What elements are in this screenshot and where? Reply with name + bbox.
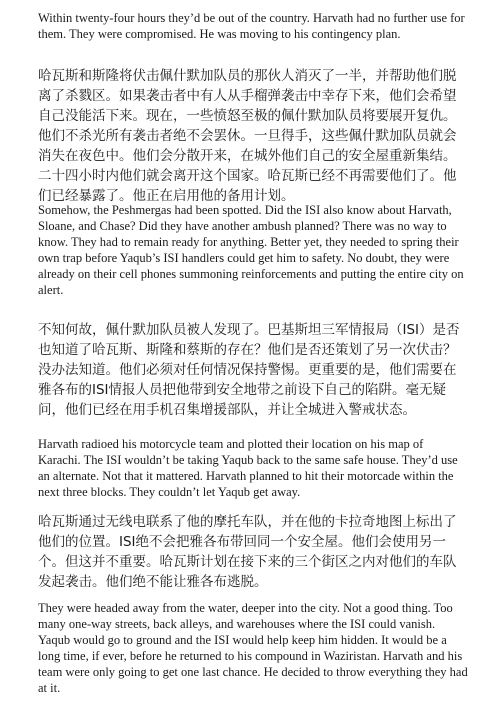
paragraph-english-4: They were headed away from the water, deeper into the city. Not a good thing. Too many one-way streets, back alleys, and warehouses where the ISI could vanish. Yaqub would go to ground and the ISI would help keep him hidden. It would be a long time, if ever, before he returned to his compound in Waziristan. Harvath and his team were only going to get one last chance. He decided to throw everything they had at it. xyxy=(38,601,468,695)
paragraph-english-2: Somehow, the Peshmergas had been spotted. Did the ISI also know about Harvath, Sloane, and Chase? Did they have another ambush planned? There was no way to know. They had to remain ready for anything. Better yet, they needed to spring their own trap before Yaqub’s ISI handlers could get him to safety. No doubt, they were already on their cell phones summoning reinforcements and putting the entire city on alert. xyxy=(38,203,464,297)
paragraph-chinese-1: 哈瓦斯和斯隆将伏击佩什默加队员的那伙人消灭了一半，并帮助他们脱离了杀戮区。如果袭击者中有人从手榴弹袭击中幸存下来，他们会希望自己没能活下来。现在，一些愤怒至极的佩什默加队员将要展开复仇。他们不杀光所有袭击者绝不会罢休。一旦得手，这些佩什默加队员就会消失在夜色中。他们会分散开来，在城外他们自己的安全屋重新集结。二十四小时内他们就会离开这个国家。哈瓦斯已经不再需要他们了。他们已经暴露了。他正在启用他的备用计划。 xyxy=(38,68,457,204)
paragraph-english-3: Harvath radioed his motorcycle team and plotted their location on his map of Karachi. The ISI wouldn’t be taking Yaqub back to the same safe house. They’d use an alternate. Not that it mattered. Harvath planned to hit their motorcade within the next three blocks. They couldn’t let Yaqub get away. xyxy=(38,437,458,499)
paragraph-english-1: Within twenty-four hours they’d be out of the country. Harvath had no further use for them. They were compromised. He was moving to his contingency plan. xyxy=(38,11,465,41)
paragraph-chinese-2: 不知何故，佩什默加队员被人发现了。巴基斯坦三军情报局（ISI）是否也知道了哈瓦斯、斯隆和蔡斯的存在？他们是否还策划了另一次伏击？没办法知道。他们必须对任何情况保持警惕。更重要的是，他们需要在雅各布的ISI情报人员把他带到安全地带之前设下自己的陷阱。毫无疑问，他们已经在用手机召集增援部队，并让全城进入警戒状态。 xyxy=(38,322,460,418)
paragraph-chinese-3: 哈瓦斯通过无线电联系了他的摩托车队，并在他的卡拉奇地图上标出了他们的位置。ISI绝不会把雅各布带回同一个安全屋。他们会使用另一个。但这并不重要。哈瓦斯计划在接下来的三个街区之内对他们的车队发起袭击。他们绝不能让雅各布逃脱。 xyxy=(38,514,457,590)
